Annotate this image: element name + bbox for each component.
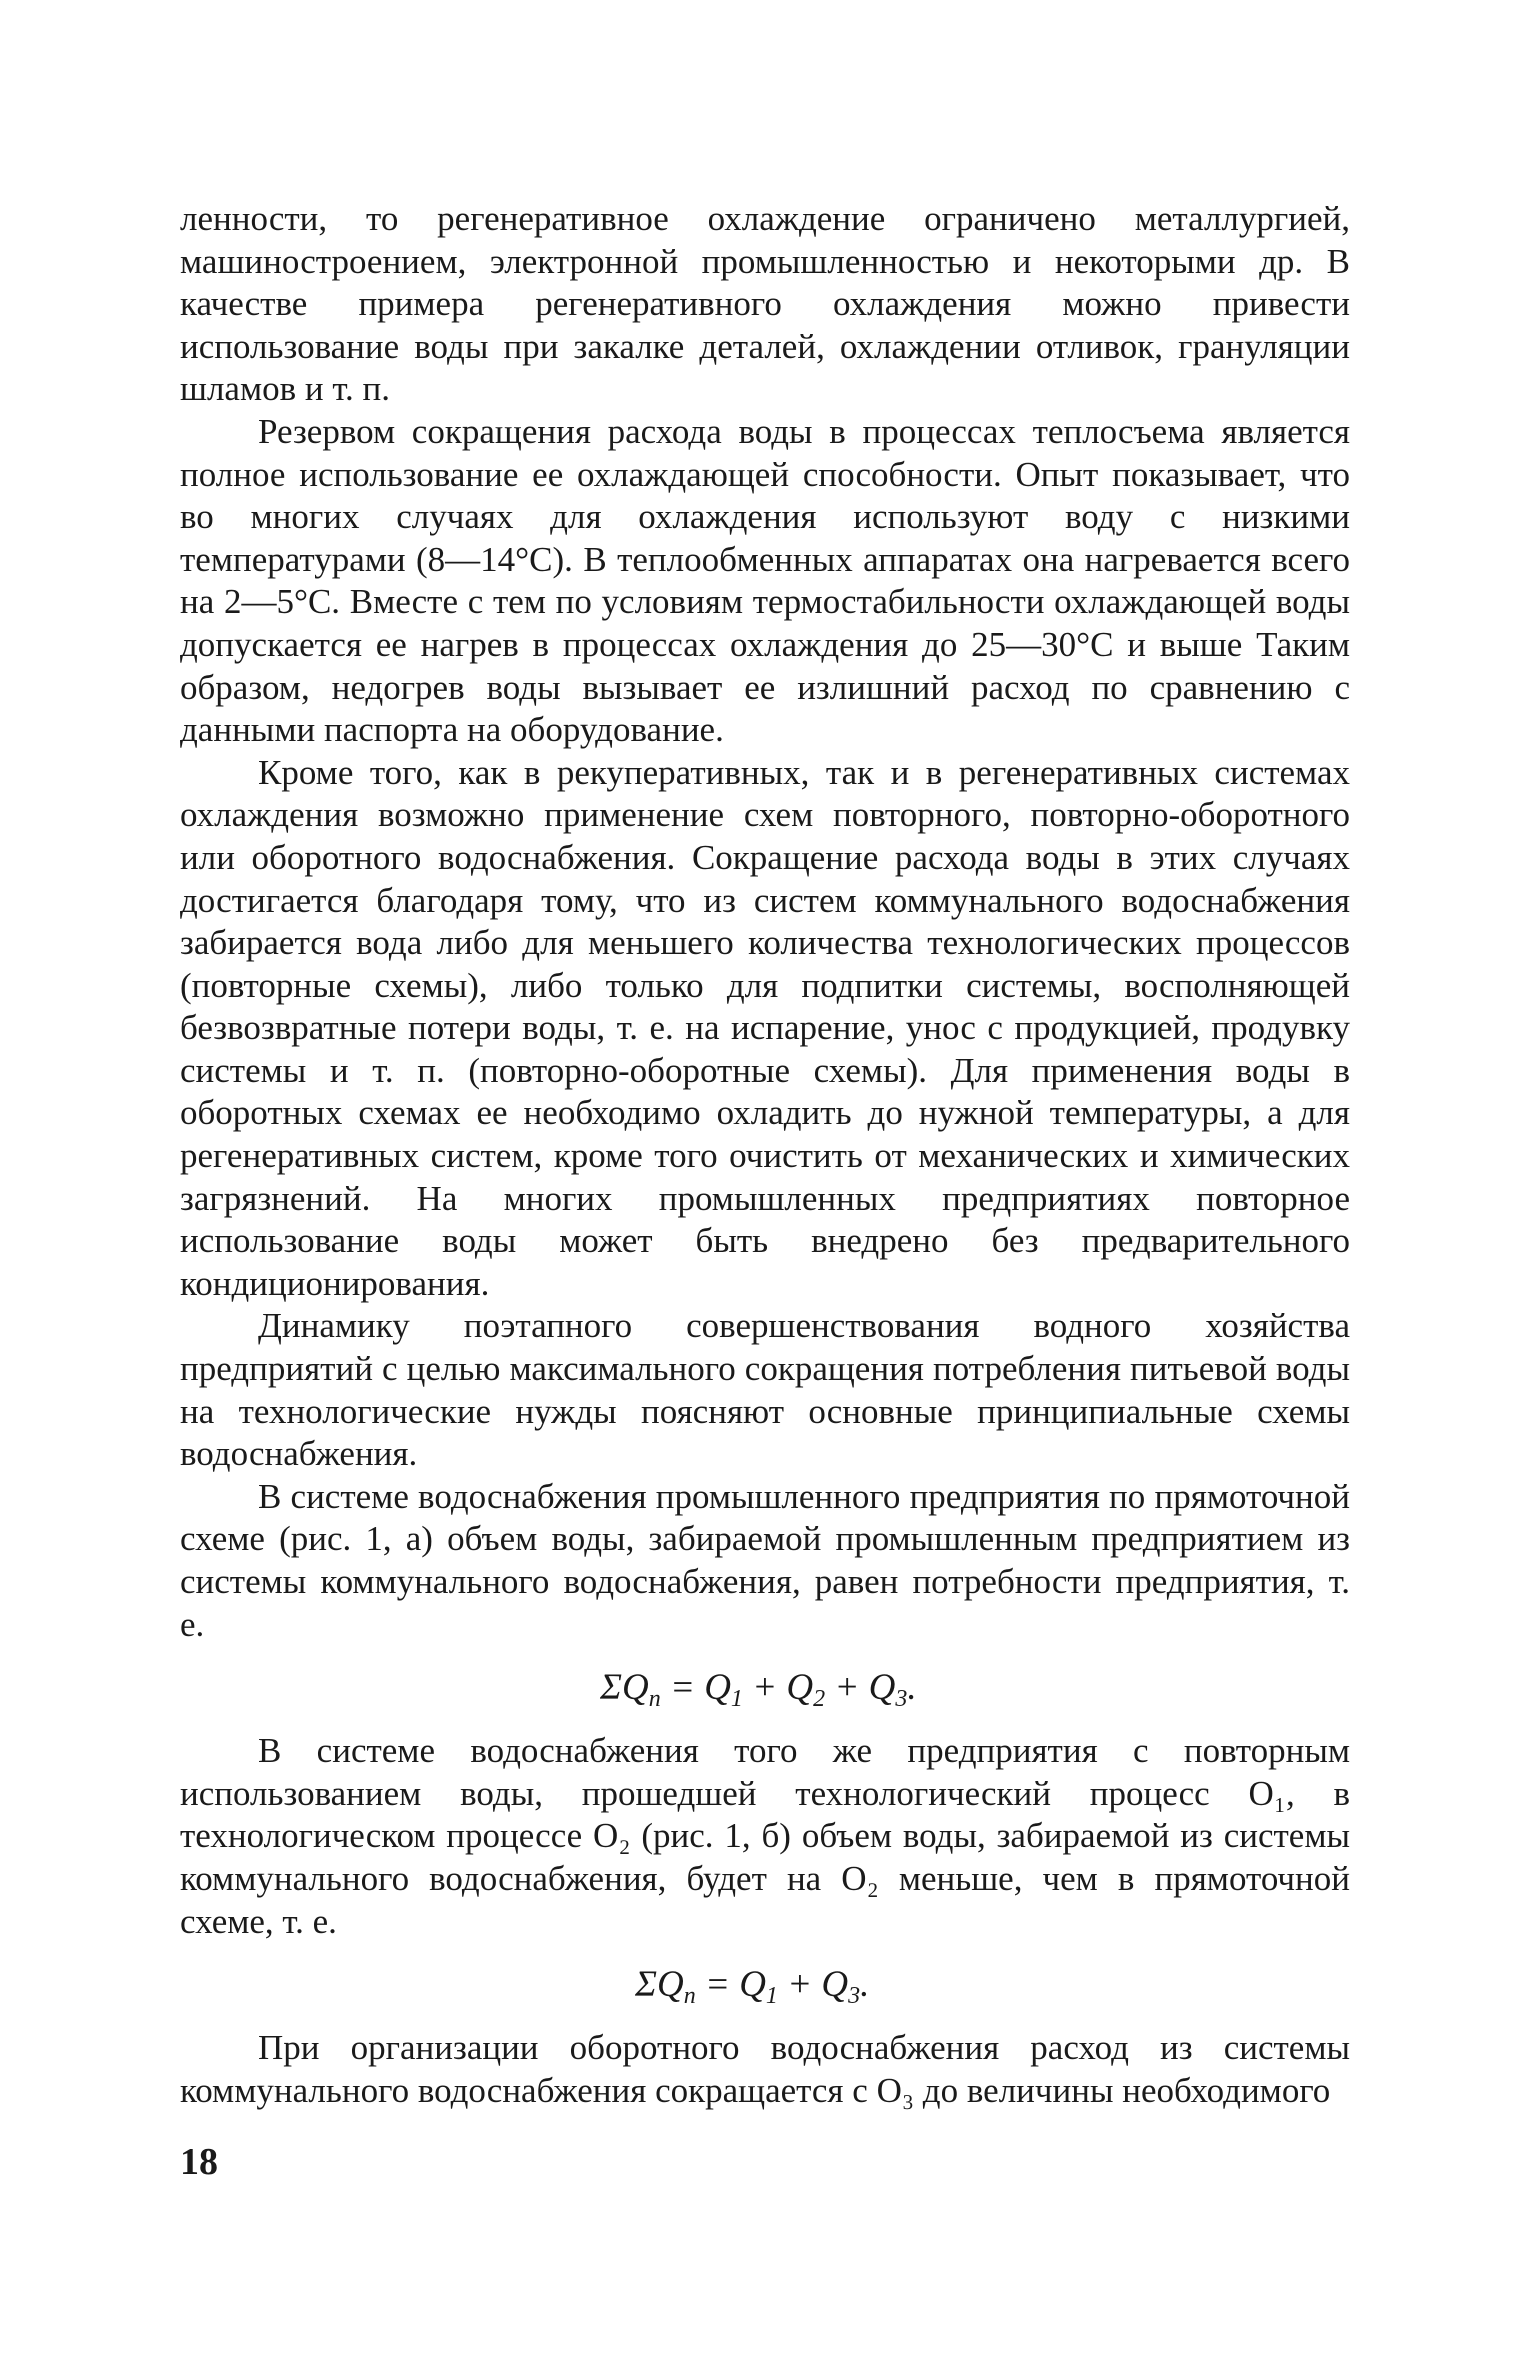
page-number: 18 xyxy=(180,2141,218,2183)
formula-2 xyxy=(180,1957,1350,2013)
formula-1-term-1-subscript: 1 xyxy=(730,1686,743,1713)
paragraph-5: В системе водоснабжения промышленного предприятия по прямоточной схеме (рис. 1, а) объем воды, забираемой промышленным предприятием из системы коммунального водоснабжения, равен потребности предприятия, т. е. xyxy=(180,1476,1350,1644)
formula-1-term-3: Q xyxy=(868,1667,896,1709)
formula-1-term-3-subscript: 3 xyxy=(895,1686,908,1713)
page-body xyxy=(180,198,1350,2112)
formula-2-term-2: Q xyxy=(821,1964,849,2006)
formula-2-sum: ΣQ xyxy=(635,1964,684,2006)
paragraph-1: ленности, то регенеративное охлаждение ограничено металлургией, машиностроением, электронной промышленностью и некоторыми др. В качестве примера регенеративного охлаждения можно привести использование воды при закалке деталей, охлаждении отливок, грануляции шламов и т. п. xyxy=(180,199,1350,409)
formula-1-plus-1: + xyxy=(752,1667,778,1709)
paragraph-6: В системе водоснабжения того же предприятия с повторным использованием воды, прошедшей технологический процесс O₁, в технологическом процессе O₂ (рис. 1, б) объем воды, забираемой из системы коммунального водоснабжения, будет на O₂ меньше, чем в прямоточной схеме, т. е. xyxy=(180,1731,1350,1941)
formula-2-end: . xyxy=(860,1964,870,2006)
formula-1-equals: = xyxy=(669,1667,695,1709)
formula-2-term-1: Q xyxy=(739,1964,766,2006)
formula-2-plus-1: + xyxy=(787,1964,813,2006)
formula-1-term-2: Q xyxy=(786,1667,814,1709)
formula-1-sum: ΣQ xyxy=(600,1667,649,1709)
formula-1-plus-2: + xyxy=(834,1667,860,1709)
paragraph-3: Кроме того, как в рекуперативных, так и в регенеративных системах охлаждения возможно применение схем повторного, повторно-оборотного или оборотного водоснабжения. Сокращение расхода воды в этих случаях достигается благодаря тому, что из систем коммунального водоснабжения забирается вода либо для меньшего количества технологических процессов (повторные схемы), либо только для подпитки системы, восполняющей безвозвратные потери воды, т. е. на испарение, унос с продукцией, продувку системы и т. п. (повторно-оборотные схемы). Для применения воды в оборотных схемах ее необходимо охладить до нужной температуры, а для регенеративных систем, кроме того очистить от механических и химических загрязнений. На многих промышленных предприятиях повторное использование воды может быть внедрено без предварительного кондиционирования. xyxy=(180,752,1350,1303)
formula-2-equals: = xyxy=(704,1964,730,2006)
formula-2-term-2-subscript: 3 xyxy=(848,1983,861,2010)
formula-1 xyxy=(180,1660,1350,1716)
formula-2-term-1-subscript: 1 xyxy=(765,1983,778,2010)
formula-1-term-1: Q xyxy=(704,1667,731,1709)
formula-1-end: . xyxy=(907,1667,917,1709)
paragraph-4: Динамику поэтапного совершенствования водного хозяйства предприятий с целью максимального сокращения потребления питьевой воды на технологические нужды поясняют основные принципиальные схемы водоснабжения. xyxy=(180,1306,1350,1474)
formula-2-sum-subscript: n xyxy=(683,1983,696,2010)
paragraph-7: При организации оборотного водоснабжения расход из системы коммунального водоснабжения сокращается с O₃ до величины необходимого xyxy=(180,2028,1350,2110)
formula-1-term-2-subscript: 2 xyxy=(813,1686,826,1713)
paragraph-2: Резервом сокращения расхода воды в процессах теплосъема является полное использование ее охлаждающей способности. Опыт показывает, что во многих случаях для охлаждения используют воду с низкими температурами (8—14°С). В теплообменных аппаратах она нагревается всего на 2—5°С. Вместе с тем по условиям термостабильности охлаждающей воды допускается ее нагрев в процессах охлаждения до 25—30°С и выше Таким образом, недогрев воды вызывает ее излишний расход по сравнению с данными паспорта на оборудование. xyxy=(180,411,1350,750)
formula-1-sum-subscript: n xyxy=(648,1686,661,1713)
